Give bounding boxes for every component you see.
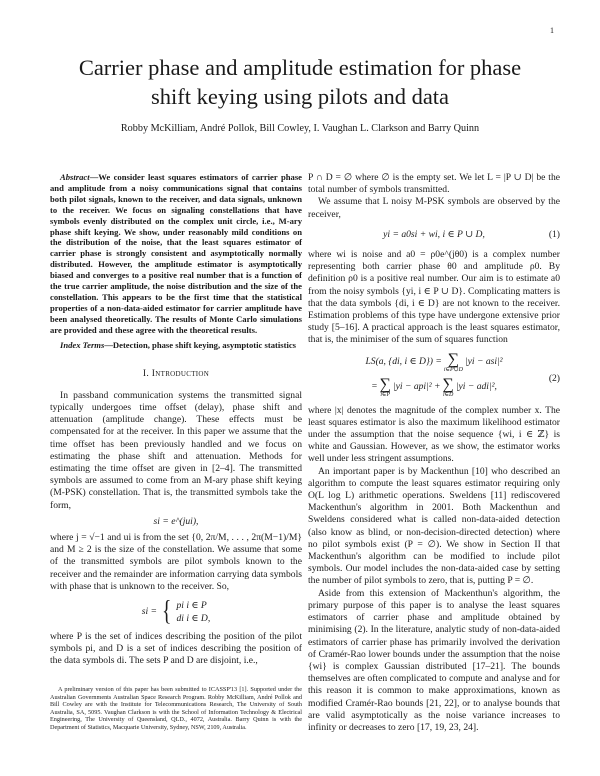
equation-2 [308, 350, 560, 399]
abstract-label: Abstract [60, 172, 90, 182]
right-paragraph-3: where wi is noise and a0 = ρ0e^(jθ0) is a complex number representing both carrier phase θ0 and amplitude ρ0. By definition ρ0 is a positive real number. Our aim is to estimate a0 from the noisy symbols {yi, i ∈ P ∪ D}. Complicating matters is that the data symbols {di, i ∈ D} are not known to the receiver. Estimation problems of this type have undergone extensive prior study [5–16]. A practical approach is the least squares estimator, that is, the minimiser of the sum of squares function [308, 249, 560, 346]
footnote [50, 686, 302, 732]
title-line-1: Carrier phase and amplitude estimation for phase [78, 55, 522, 80]
section-numeral: I. [142, 367, 150, 379]
cases-lhs: si = [141, 605, 158, 617]
equation-2-eq-sign: = [371, 380, 378, 392]
equation-1-number: (1) [548, 228, 560, 240]
intro-paragraph-1: In passband communication systems the transmitted signal typically undergoes time offset (delay), phase shift and attenuation (amplitude change). These effects must be compensated for at the receiver. In this paper we assume that the time offset has been previously handled and we focus on estimating the phase shift and attenuation. Methods for estimating the time offset are given in [2–4]. The transmitted symbols are assumed to come from an M-ary phase shift keying (M-PSK) constellation. That is, the transmitted symbols take the form, [50, 389, 302, 511]
right-paragraph-4: where |x| denotes the magnitude of the complex number x. The least squares estimator is also the maximum likelihood estimator under the assumption that the noise sequence {wi, i ∈ ℤ} is white and Gaussian. However, as we show, the estimator works well under less stringent assumptions. [308, 404, 560, 465]
author-list: Robby McKilliam, André Pollok, Bill Cowley, I. Vaughan L. Clarkson and Barry Quinn [120, 123, 480, 134]
case-pilot: pi i ∈ P [176, 599, 207, 611]
index-terms-label: Index Terms [60, 339, 105, 350]
right-paragraph-1: P ∩ D = ∅ where ∅ is the empty set. We let L = |P ∪ D| be the total number of symbols transmitted. [308, 172, 560, 196]
index-terms-text: —Detection, phase shift keying, asymptotic statistics [104, 339, 297, 350]
equation-2-row-1 [308, 350, 560, 374]
equation-1-body: yi = a0si + wi, i ∈ P ∪ D, [383, 228, 485, 240]
title-line-2: shift keying using pilots and data [150, 84, 450, 109]
case-data: di i ∈ D, [176, 612, 211, 624]
section-heading [50, 368, 302, 380]
intro-paragraph-3: where P is the set of indices describing the position of the pilot symbols pi, and D is a set of indices describing the position of the data symbols di. The sets P and D are disjoint, i.e., [50, 630, 302, 667]
intro-paragraph-2: where j = √−1 and ui is from the set {0, 2π/M, . . . , 2π(M−1)/M} and M ≥ 2 is the size of the constellation. We assume that some of the transmitted symbols are pilot symbols known to the receiver and the remainder are information carrying data symbols with phase that is unknown to the receiver. So, [50, 531, 302, 592]
cases-body [176, 599, 210, 625]
equation-2-term-2: |yi − api|² + [392, 380, 441, 392]
equation-2-lhs: LS(a, {di, i ∈ D}) = [365, 355, 442, 367]
equation-1 [308, 229, 560, 241]
abstract-text: —We consider least squares estimators of carrier phase and amplitude from a noisy communications signal that contains both pilot signals, known to the receiver, and data signals, unknown to the receiver. We focus on signaling constellations that have symbols evenly distributed on the complex unit circle, i.e., M-ary phase shift keying. We show, under reasonably mild conditions on the distribution of the noise, that the least squares estimator of carrier phase is strongly consistent and asymptotically normally distributed. However, the amplitude estimator is asymptotically biased and converges to a positive real number that is a function of the true carrier amplitude, the noise distribution and the size of the constellation. This appears to be the first time that the statistical properties of a non-data-aided estimator for carrier amplitude have been analysed theoretically. The results of Monte Carlo simulations are provided and these agree with the theoretical results. [50, 172, 302, 335]
equation-2-term-1: |yi − asi|² [465, 355, 503, 367]
equation-2-number: (2) [548, 372, 560, 384]
equation-2-row-2 [308, 375, 560, 399]
brace-icon: { [162, 595, 172, 627]
abstract [50, 172, 302, 336]
right-paragraph-5: An important paper is by Mackenthun [10] who described an algorithm to compute the least squares estimator requiring only O(L log L) arithmetic operations. Sweldens [11] rediscovered Mackenthun's algorithm in 2001. Both Mackenthun and Sweldens considered what is called non-data-aided detection (also know as blind, or non-decision-directed detection) where no pilot symbols exist (P = ∅). We show in Section II that Mackenthun's algorithm can be modified to include pilot symbols. Our model includes the non-data-aided case by setting the number of pilot symbols to zero, that is, putting P = ∅. [308, 465, 560, 587]
sum-symbol: ∑ i∈P∪D [443, 350, 463, 373]
paper-title [40, 53, 560, 111]
equation-cases [50, 595, 302, 627]
right-column [308, 172, 560, 734]
right-paragraph-6: Aside from this extension of Mackenthun's algorithm, the primary purpose of this paper is to analyse the least squares estimators of carrier phase and amplitude obtained by minimising (2). In the literature, analytic study of non-data-aided estimators of carrier phase has primarily involved the derivation of Cramér-Rao lower bounds under the assumption that the noise {wi} is complex Gaussian distributed [17–21]. The bounds themselves are often complicated to compute and analyse and for this reason it is common to make approximations, known as modified Cramér-Rao bounds [21, 22], or to analyse bounds that are valid asymptotically as the noise variance increases to infinity or decreases to zero [17, 19, 23, 24]. [308, 587, 560, 733]
index-terms [50, 340, 302, 351]
right-paragraph-2: We assume that L noisy M-PSK symbols are observed by the receiver, [308, 196, 560, 220]
equation-2-term-3: |yi − adi|², [455, 380, 497, 392]
section-title: Introduction [151, 367, 210, 379]
sum-symbol: ∑ i∈D [442, 375, 454, 398]
sum-symbol: ∑ i∈P [379, 375, 391, 398]
footnote-text: A preliminary version of this paper has been submitted to ICASSP'13 [1]. Supported under the Australian Governments Australian Space Research Program. Robby McKilliam, André Pollok and Bill Cowley are with the Institute for Telecommunications Research, The University of South Australia, SA, 5095. Vaughan Clarkson is with the School of Information Technology & Electrical Engineering, The University of Queensland, QLD., 4072, Australia. Barry Quinn is with the Department of Statistics, Macquarie University, Sydney, NSW, 2109, Australia. [50, 686, 302, 731]
equation-si: si = e^(jui), [153, 515, 199, 527]
page-number: 1 [550, 26, 554, 35]
left-column [50, 172, 302, 668]
